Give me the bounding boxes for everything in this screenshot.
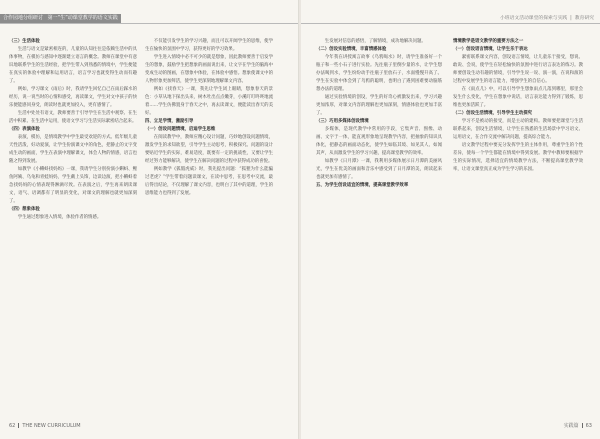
footer-section: 实践篇: [563, 423, 579, 429]
paragraph: 例如教学《狐假虎威》时，我先提出问题：“狐狸为什么能骗过老虎？”学生带着问题读课文，在读中思考，在思考中交流，最后得出结论，不仅理解了课文内容，也明白了其中的道理，学生的思维能力也得到了发展。: [145, 167, 273, 196]
text-column-2: [145, 38, 273, 198]
paragraph: 在《雨点儿》中，可以引导学生想象雨点儿落到哪里，那里会发生什么变化，学生在想象中说话，语言表达能力得到了锻炼，思维也更加活跃了。: [453, 87, 583, 108]
section-heading: （三）巧用多媒体创设情境: [316, 119, 369, 124]
paragraph: 学生通过想象进入情境，体验作者的情感。: [17, 215, 102, 220]
text-column-3: [316, 38, 442, 190]
header-rule: [0, 23, 299, 24]
journal-name: THE NEW CURRICULUM: [22, 423, 81, 429]
page-number: 63: [585, 423, 592, 429]
paragraph: 生活中处处有语文，教师要善于引导学生在生活中观察、在生活中积累、在生活中运用，使语文学习与生活实际紧密结合起来。: [9, 111, 137, 124]
paragraph: 在阅读教学中，教师应精心设计问题，巧妙地创设问题情境，激发学生的求知欲望，引导学生主动思考，积极探究。问题的设计要贴近学生的实际，难易适度，既要有一定的挑战性，又要让学生经过努力能够解决，使学生在解决问题的过程中获得成功的喜悦。: [145, 135, 273, 164]
section-heading: 情境教学是语文教学的重要方法之一: [453, 39, 524, 44]
paragraph: 语文教学过程中要充分发挥学生的主体作用，尊重学生的个性差异，使每一个学生都能在情境中得到发展。教学中教师要根据学生的实际情况，选择适宜的情境教学方法，不断提高课堂教学效率，让语文课堂真正成为学生学习的乐园。: [453, 143, 583, 172]
header-left-title: 第一“生”动课堂教学的语文实践: [47, 15, 118, 21]
page-number: 62: [9, 423, 16, 429]
header-tab-label: 合作园地分组研讨: [3, 15, 44, 21]
right-page: [301, 0, 600, 439]
paragraph: 通过实验情境的创设，学生的好奇心被激发出来，学习兴趣更加浓厚，对课文内容的理解也更加深刻，情感体验也更加丰富了。: [316, 95, 442, 116]
paragraph: 学生进入情境中必不可少的就是想象，因此教师要善于启发学生的想象，鼓励学生把想象的画面说出来，让文字在学生的脑海中变成生动的图画，在想象中体验，在体验中感悟。想象使课文中的人物形象更加鲜活，使学生更深刻地理解课文内容。: [145, 55, 273, 84]
left-page: [0, 0, 299, 439]
header-rule: [301, 23, 600, 24]
section-heading: （二）创设生活情境，引导学生主动探究: [453, 111, 533, 116]
paragraph: 生活与语文是紧密相连的，儿童的认知往往是依赖生活中的具体事物，在模仿与感知中逐渐建立语言的概念。教师在课堂中有意识地联系学生的生活经验，把学生带入到熟悉的情境中，学生便能在真实的体验中理解和运用语言，语言学习也就变得生动而有趣了。: [9, 47, 137, 84]
paragraph: 如教学《小蝌蚪找妈妈》一课，我请学生分别扮演小蝌蚪、鲤鱼阿姨、乌龟和青蛙妈妈，学生戴上头饰，边读边演，把小蝌蚪着急找妈妈的心情表现得淋漓尽致。在表演之后，学生再来朗读课文，语气、语调都有了明显的变化，对课文的理解也就更加深刻了。: [9, 167, 137, 204]
paragraph: 学习不是被动的接受，而是主动的建构。教师要把课堂与生活联系起来，创设生活情境，让学生在熟悉的生活场景中学习语文、运用语文，在合作交流中解决问题，提高综合能力。: [453, 119, 583, 140]
paragraph: 例如《找春天》一课，我先让学生闭上眼睛，想象春天的景色：小草从地下探出头来，树木吐出点点嫩芽，小溪叮叮咚咚地流着……学生仿佛置身于春天之中，再去读课文，便能读出春天的美好。: [145, 87, 273, 116]
paragraph: 不仅能引发学生的学习兴趣，而且可以开阔学生的思维，使学生在愉快的氛围中学习，获得更好的学习效果。: [145, 39, 273, 52]
section-heading: （四）表演体验: [9, 127, 40, 132]
paragraph: 今年我在讲授寓言故事《乌鸦喝水》时，请学生准备好一个瓶子和一些小石子进行实验。先往瓶子里倒少量的水，让学生想办法喝到水，学生纷纷动手往瓶子里放石子，水面慢慢升高了。学生在实验中体会到了乌鸦的聪明，也明白了遇到困难要动脑筋想办法的道理。: [316, 55, 442, 92]
paragraph: 生发展对信息的感悟，了解情境，成功地解决问题。: [324, 39, 426, 44]
paragraph: 表演，模仿，是情境教学中学生最受欢迎的方式。低年级儿童天性活泼，好动爱演，让学生扮演课文中的角色，把静止的文字变成生动的画面，学生在表演中理解课文，体会人物的情感，语言也随之得到发展。: [9, 135, 137, 164]
paragraph: 例如，学习课文《雨后》时，我请学生回忆自己在雨后踩水的经历，说一说当时的心情和感受，再读课文，学生对文中孩子的快乐便能感同身受，朗读时也就更加投入，更有感情了。: [9, 87, 137, 108]
paragraph: 多媒体，是现代教学中常用的手段，它集声音、图像、动画、文字于一体，能直观形象地呈现教学内容，把抽象的知识具体化，把静态的画面动态化，使学生如临其境、如见其人、如闻其声，从而激发学生的学习兴趣，提高课堂教学的效率。: [316, 127, 442, 156]
header-right-title: 小班语文活动课堂的探索与实践: [500, 16, 568, 21]
section-heading: 四、立足学情，激励引导: [145, 119, 194, 124]
section-heading: 五、为学生创设适宜的情境，提高课堂教学效率: [316, 183, 409, 188]
text-column-4: [453, 38, 583, 174]
text-column-1: [9, 38, 137, 222]
header-right: 小班语文活动课堂的探索与实践 | 教育研究: [500, 16, 594, 21]
section-heading: （一）创设问题情境，启迪学生思维: [145, 127, 216, 132]
section-heading: （二）创设实验情境，丰富情感体验: [316, 47, 387, 52]
paragraph: 如教学《日月潭》一课，我利用多媒体展示日月潭的美丽风光，学生在优美的画面和音乐中感受到了日月潭的美，朗读起来也就更加有感情了。: [316, 159, 442, 180]
header-section-tab: [0, 14, 121, 23]
header-right-section: 教育研究: [574, 16, 594, 21]
section-heading: （四）想象体验: [9, 207, 40, 212]
section-heading: （三）生活体验: [9, 39, 40, 44]
right-footer: [564, 422, 592, 429]
left-footer: [9, 423, 81, 429]
section-heading: （一）创设语言情境，让学生乐于表达: [453, 47, 528, 52]
paragraph: 紧密联系课文内容，创设语言情境，让儿童乐于接受，想说、敢说、会说，使学生在轻松愉快的氛围中进行语言表达的练习。教师要创设生动有趣的情境，引导学生说一说、演一演，在说和演的过程中发展学生的语言能力，增强学生的自信心。: [453, 55, 583, 84]
